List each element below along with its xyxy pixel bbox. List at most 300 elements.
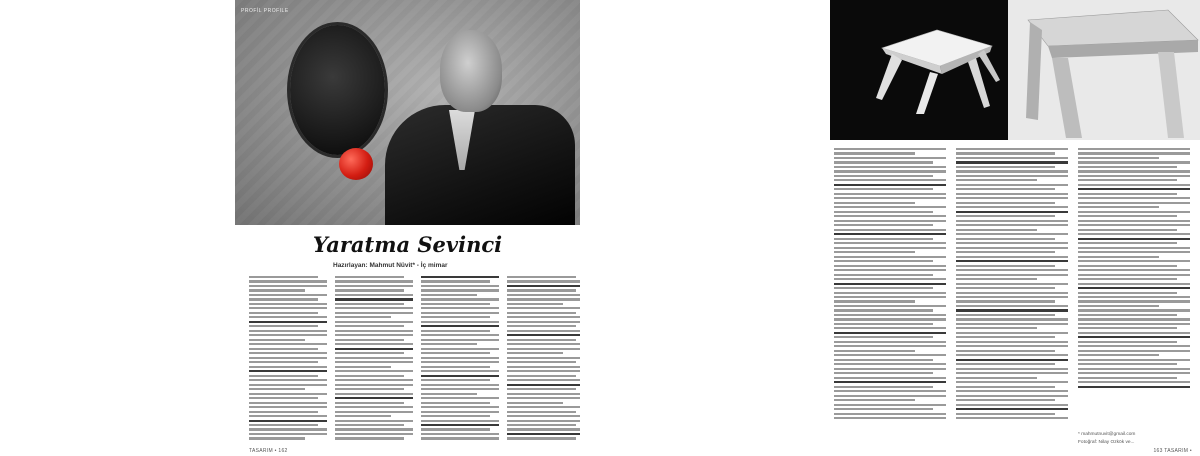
text-line: [1078, 350, 1190, 352]
red-apple: [339, 148, 373, 180]
text-line: [335, 370, 413, 372]
text-line: [421, 402, 490, 404]
text-line: [1078, 300, 1190, 302]
text-line: [834, 395, 946, 397]
text-line: [421, 316, 490, 318]
text-line: [249, 420, 327, 422]
text-line: [1078, 238, 1190, 240]
text-line: [834, 309, 933, 311]
text-line: [507, 424, 576, 426]
text-line: [421, 370, 499, 372]
text-line: [507, 289, 576, 291]
text-line: [249, 334, 327, 336]
text-line: [421, 312, 499, 314]
body-column-6: [956, 148, 1068, 419]
text-line: [421, 321, 499, 323]
text-line: [1078, 323, 1190, 325]
text-line: [507, 411, 576, 413]
text-line: [1078, 157, 1159, 159]
text-line: [421, 375, 499, 377]
text-line: [834, 323, 933, 325]
text-line: [1078, 224, 1190, 226]
text-line: [1078, 283, 1190, 285]
left-body-columns: [249, 276, 580, 440]
text-line: [249, 343, 327, 345]
furniture-photo: [830, 0, 1200, 140]
text-line: [1078, 247, 1190, 249]
text-line: [421, 361, 499, 363]
text-line: [956, 274, 1068, 276]
text-line: [1078, 305, 1159, 307]
text-line: [1078, 193, 1177, 195]
text-line: [956, 417, 1068, 419]
text-line: [249, 330, 327, 332]
text-line: [956, 215, 1055, 217]
text-line: [834, 305, 946, 307]
text-line: [834, 417, 946, 419]
text-line: [1078, 278, 1177, 280]
text-line: [834, 215, 946, 217]
text-line: [421, 352, 490, 354]
text-line: [956, 170, 1068, 172]
text-line: [956, 166, 1055, 168]
text-line: [507, 415, 580, 417]
text-line: [507, 298, 580, 300]
text-line: [834, 359, 933, 361]
text-line: [335, 406, 413, 408]
text-line: [834, 363, 946, 365]
text-line: [335, 375, 404, 377]
left-folio: TASARIM • 162: [249, 448, 288, 454]
text-line: [956, 413, 1055, 415]
article-title: Yaratma Sevinci: [312, 232, 503, 257]
text-line: [1078, 256, 1159, 258]
text-line: [421, 406, 499, 408]
text-line: [507, 370, 580, 372]
text-line: [249, 366, 327, 368]
text-line: [249, 415, 327, 417]
text-line: [421, 276, 499, 278]
text-line: [834, 354, 946, 356]
text-line: [834, 260, 933, 262]
text-line: [956, 381, 1068, 383]
text-line: [507, 420, 580, 422]
text-line: [956, 408, 1068, 410]
text-line: [834, 224, 933, 226]
mirror-shape: [290, 25, 385, 155]
text-line: [956, 197, 1068, 199]
text-line: [1078, 260, 1190, 262]
text-line: [834, 274, 933, 276]
text-line: [421, 428, 490, 430]
text-line: [335, 316, 391, 318]
text-line: [834, 157, 946, 159]
text-line: [249, 397, 318, 399]
text-line: [956, 175, 1068, 177]
text-line: [1078, 175, 1190, 177]
portrait-photo: [235, 0, 580, 225]
text-line: [507, 352, 563, 354]
text-line: [834, 372, 933, 374]
text-line: [507, 325, 576, 327]
text-line: [956, 309, 1068, 311]
text-line: [249, 303, 327, 305]
text-line: [335, 415, 391, 417]
text-line: [834, 408, 933, 410]
text-line: [1078, 332, 1190, 334]
text-line: [834, 233, 946, 235]
text-line: [249, 379, 327, 381]
text-line: [834, 211, 933, 213]
text-line: [335, 402, 404, 404]
text-line: [507, 330, 580, 332]
text-line: [834, 166, 946, 168]
text-line: [956, 395, 1068, 397]
text-line: [335, 334, 413, 336]
text-line: [1078, 206, 1159, 208]
text-line: [507, 303, 563, 305]
text-line: [956, 278, 1037, 280]
text-line: [834, 188, 933, 190]
text-line: [1078, 188, 1190, 190]
text-line: [956, 296, 1068, 298]
text-line: [249, 375, 318, 377]
text-line: [956, 359, 1068, 361]
text-line: [1078, 292, 1177, 294]
text-line: [335, 388, 404, 390]
text-line: [507, 357, 580, 359]
text-line: [335, 352, 404, 354]
text-line: [507, 294, 580, 296]
text-line: [834, 161, 933, 163]
text-line: [507, 375, 576, 377]
text-line: [956, 206, 1068, 208]
text-line: [507, 285, 580, 287]
text-line: [834, 368, 946, 370]
text-line: [956, 372, 1068, 374]
photo-credit: Fotoğraf: Nilay Ozkök ve...: [1078, 440, 1135, 445]
text-line: [956, 336, 1055, 338]
text-line: [249, 298, 318, 300]
text-line: [249, 361, 318, 363]
text-line: [1078, 220, 1190, 222]
text-line: [421, 357, 499, 359]
text-line: [1078, 148, 1190, 150]
text-line: [1078, 170, 1190, 172]
text-line: [335, 343, 413, 345]
text-line: [335, 357, 413, 359]
text-line: [834, 179, 946, 181]
text-line: [956, 345, 1068, 347]
text-line: [421, 437, 499, 439]
text-line: [421, 339, 499, 341]
text-line: [1078, 197, 1190, 199]
text-line: [249, 285, 327, 287]
text-line: [421, 285, 499, 287]
text-line: [956, 224, 1068, 226]
text-line: [956, 188, 1055, 190]
text-line: [249, 307, 327, 309]
text-line: [956, 327, 1037, 329]
text-line: [1078, 233, 1190, 235]
text-line: [1078, 314, 1177, 316]
text-line: [1078, 202, 1190, 204]
text-line: [956, 363, 1055, 365]
text-line: [834, 386, 933, 388]
text-line: [956, 269, 1068, 271]
text-line: [335, 312, 413, 314]
text-line: [956, 229, 1037, 231]
text-line: [335, 325, 404, 327]
body-column-7: [1078, 148, 1190, 419]
man-jacket: [385, 105, 575, 225]
text-line: [335, 366, 391, 368]
body-column-4: [507, 276, 580, 440]
text-line: [834, 202, 915, 204]
text-line: [507, 307, 580, 309]
text-line: [834, 278, 946, 280]
text-line: [834, 269, 946, 271]
man-head: [440, 30, 502, 112]
text-line: [335, 276, 404, 278]
text-line: [956, 386, 1055, 388]
text-line: [1078, 251, 1190, 253]
text-line: [834, 220, 946, 222]
text-line: [956, 287, 1055, 289]
text-line: [335, 411, 413, 413]
text-line: [834, 296, 946, 298]
text-line: [956, 404, 1068, 406]
text-line: [249, 393, 327, 395]
text-line: [335, 393, 413, 395]
text-line: [834, 341, 946, 343]
text-line: [507, 406, 580, 408]
text-line: [335, 303, 404, 305]
text-line: [335, 348, 413, 350]
text-line: [421, 393, 477, 395]
text-line: [249, 411, 318, 413]
text-line: [956, 202, 1055, 204]
text-line: [956, 314, 1055, 316]
text-line: [249, 437, 305, 439]
text-line: [421, 379, 490, 381]
text-line: [956, 233, 1068, 235]
text-line: [956, 332, 1068, 334]
footnote: * mahmutnuvit@gmail.com: [1078, 432, 1136, 437]
text-line: [956, 323, 1068, 325]
text-line: [421, 280, 490, 282]
text-line: [507, 397, 580, 399]
text-line: [834, 247, 946, 249]
text-line: [249, 384, 327, 386]
text-line: [507, 366, 580, 368]
text-line: [421, 325, 499, 327]
text-line: [1078, 161, 1190, 163]
text-line: [249, 325, 318, 327]
text-line: [834, 336, 933, 338]
text-line: [1078, 386, 1190, 388]
right-folio: 163 TASARIM •: [1153, 448, 1192, 454]
text-line: [249, 428, 327, 430]
text-line: [956, 305, 1068, 307]
text-line: [834, 377, 946, 379]
text-line: [834, 148, 946, 150]
text-line: [956, 220, 1068, 222]
text-line: [421, 388, 499, 390]
text-line: [335, 361, 413, 363]
text-line: [1078, 274, 1190, 276]
text-line: [1078, 336, 1190, 338]
text-line: [421, 330, 490, 332]
text-line: [421, 411, 499, 413]
text-line: [507, 276, 576, 278]
text-line: [1078, 318, 1190, 320]
text-line: [956, 341, 1068, 343]
text-line: [1078, 152, 1190, 154]
text-line: [249, 433, 327, 435]
text-line: [834, 206, 946, 208]
text-line: [421, 433, 499, 435]
text-line: [834, 152, 915, 154]
text-line: [834, 238, 933, 240]
text-line: [834, 265, 946, 267]
text-line: [335, 321, 413, 323]
text-line: [507, 316, 580, 318]
text-line: [1078, 184, 1190, 186]
text-line: [1078, 229, 1177, 231]
text-line: [1078, 345, 1190, 347]
text-line: [507, 334, 580, 336]
text-line: [335, 298, 413, 300]
text-line: [834, 256, 946, 258]
text-line: [507, 379, 580, 381]
text-line: [507, 393, 580, 395]
text-line: [956, 283, 1068, 285]
text-line: [1078, 377, 1177, 379]
text-line: [956, 318, 1068, 320]
text-line: [956, 354, 1068, 356]
text-line: [421, 289, 499, 291]
text-line: [507, 384, 580, 386]
text-line: [249, 402, 327, 404]
text-line: [956, 377, 1037, 379]
text-line: [335, 285, 413, 287]
text-line: [335, 428, 413, 430]
text-line: [335, 433, 413, 435]
text-line: [421, 348, 499, 350]
text-line: [834, 318, 946, 320]
text-line: [1078, 287, 1190, 289]
text-line: [834, 399, 915, 401]
text-line: [507, 437, 576, 439]
text-line: [249, 424, 318, 426]
text-line: [1078, 166, 1177, 168]
angular-console: [1008, 0, 1200, 140]
text-line: [249, 348, 318, 350]
text-line: [249, 370, 327, 372]
text-line: [1078, 359, 1190, 361]
text-line: [956, 211, 1068, 213]
byline: Hazırlayan: Mahmut Nüvit* - İç mimar: [333, 262, 448, 269]
text-line: [834, 229, 946, 231]
text-line: [834, 413, 946, 415]
text-line: [834, 300, 915, 302]
text-line: [956, 148, 1068, 150]
text-line: [1078, 296, 1190, 298]
text-line: [834, 292, 946, 294]
text-line: [956, 368, 1068, 370]
text-line: [956, 256, 1068, 258]
text-line: [507, 280, 580, 282]
text-line: [249, 339, 305, 341]
text-line: [507, 433, 580, 435]
text-line: [956, 152, 1055, 154]
text-line: [249, 406, 327, 408]
body-column-1: [249, 276, 327, 440]
text-line: [249, 312, 318, 314]
text-line: [834, 314, 946, 316]
text-line: [956, 184, 1068, 186]
text-line: [1078, 368, 1190, 370]
text-line: [421, 334, 499, 336]
text-line: [834, 390, 946, 392]
text-line: [956, 193, 1068, 195]
text-line: [421, 397, 499, 399]
text-line: [507, 388, 576, 390]
text-line: [1078, 341, 1177, 343]
text-line: [335, 420, 413, 422]
text-line: [335, 289, 404, 291]
text-line: [834, 184, 946, 186]
text-line: [834, 404, 946, 406]
text-line: [507, 428, 580, 430]
text-line: [507, 402, 563, 404]
text-line: [1078, 309, 1190, 311]
text-line: [249, 280, 327, 282]
text-line: [956, 265, 1055, 267]
text-line: [956, 350, 1055, 352]
text-line: [1078, 265, 1177, 267]
text-line: [421, 343, 477, 345]
text-line: [834, 175, 933, 177]
text-line: [956, 300, 1055, 302]
text-line: [249, 294, 327, 296]
spider-table: [872, 28, 1002, 116]
text-line: [956, 242, 1068, 244]
section-label: PROFİL PROFILE: [241, 8, 289, 14]
text-line: [1078, 242, 1177, 244]
text-line: [1078, 363, 1177, 365]
text-line: [507, 321, 580, 323]
text-line: [834, 197, 946, 199]
text-line: [834, 170, 946, 172]
text-line: [956, 161, 1068, 163]
text-line: [834, 332, 946, 334]
left-page: [235, 0, 580, 456]
right-page: [830, 0, 1200, 456]
body-column-2: [335, 276, 413, 440]
text-line: [1078, 327, 1177, 329]
text-line: [249, 276, 318, 278]
text-line: [421, 307, 499, 309]
text-line: [834, 251, 915, 253]
text-line: [249, 388, 305, 390]
text-line: [507, 361, 576, 363]
text-line: [1078, 179, 1177, 181]
text-line: [956, 238, 1055, 240]
text-line: [335, 307, 413, 309]
body-column-5: [834, 148, 946, 419]
